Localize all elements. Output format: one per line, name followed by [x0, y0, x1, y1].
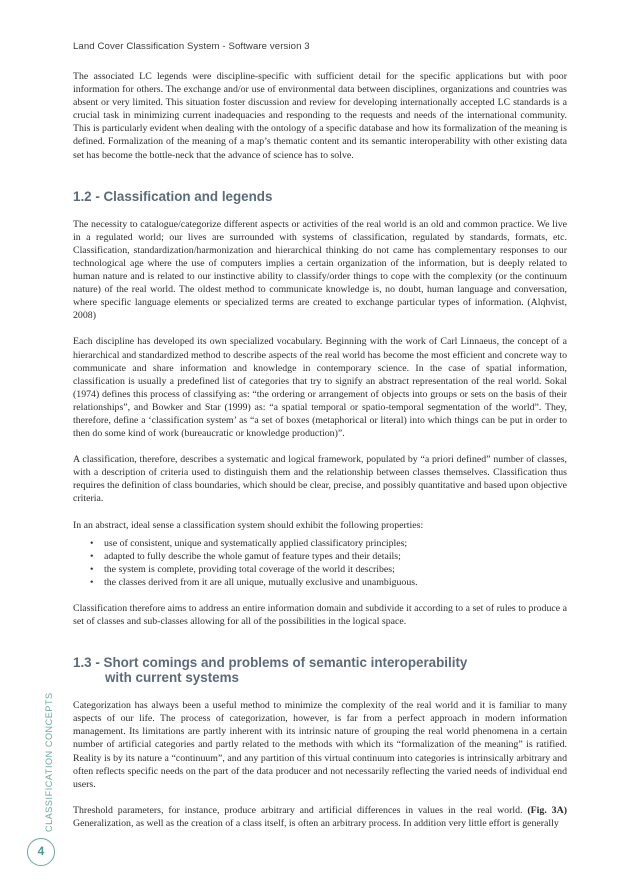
page-body — [73, 70, 567, 843]
paragraph: Categorization has always been a useful method to minimize the complexity of the real world and it is familiar to many aspects of our life. The process of categorization, however, is far from a perfect approach in modern information management. Its limitations are partly inherent with its intrinsic nature of grouping the real world phenomena in a certain number of artificial categories and partly related to the methods with which its “formalization of the meaning” is ratified. Reality is by its nature a “continuum”, and any partition of this virtual continuum into categories is intrinsically arbitrary and often reflects specific needs on the part of the data producer and not necessarily reflecting the varied needs of individual end users. — [73, 700, 567, 790]
paragraph: A classification, therefore, describes a systematic and logical framework, populated by “a priori defined” number of classes, with a description of criteria used to distinguish them and the relationship between classes themselves. Classification thus requires the definition of class boundaries, which should be clear, precise, and possibly quantitative and based upon objective criteria. — [73, 454, 567, 505]
list-item: • adapted to fully describe the whole gamut of feature types and their details; — [90, 550, 567, 563]
paragraph — [73, 804, 567, 830]
paragraph-text: Threshold parameters, for instance, produce arbitrary and artificial differences in values in the real world. — [73, 804, 528, 816]
paragraph: In an abstract, ideal sense a classification system should exhibit the following properties: — [73, 519, 424, 531]
properties-list — [73, 537, 567, 589]
chapter-side-label: CLASSIFICATION CONCEPTS — [44, 692, 54, 832]
paragraph: The necessity to catalogue/categorize different aspects or activities of the real world is an old and common practice. We live in a regulated world; our lives are surrounded with systems of classification, regulated by standards, formats, etc. Classification, standardization/harmonization and hierarchical thinking do not came has complementary responses to our technological age where the use of computers implies a certain organization of the information, but is deeply related to human nature and is related to our instinctive ability to classify/order things to cope with the complexity (or the continuum nature) of the real world. The oldest method to communicate knowledge is, no doubt, human language and conversation, where specific language elements or specialized terms are created to exchange particular types of information. (Alqhvist, 2008) — [73, 218, 567, 322]
list-item: • use of consistent, unique and systematically applied classificatory principles; — [90, 537, 567, 550]
list-item: • the classes derived from it are all unique, mutually exclusive and unambiguous. — [90, 576, 567, 589]
paragraph: Each discipline has developed its own specialized vocabulary. Beginning with the work of Carl Linnaeus, the concept of a hierarchical and standardized method to describe aspects of the real world has become the most efficient and concrete way to communicate and share information and knowledge in contemporary science. In the case of spatial information, classification is usually a predefined list of categories that try to signify an abstract representation of the real world. Sokal (1974) defines this process of classifying as: “the ordering or arrangement of objects into groups or sets on the basis of their relationships”, and Bowker and Star (1999) as: “a spatial temporal or spatio-temporal segmentation of the world”. They, therefore, define a ‘classification system’ as “a set of boxes (metaphorical or literal) into which things can be put in order to then do some kind of work (bureaucratic or knowledge production)”. — [73, 336, 567, 440]
list-item: • the system is complete, providing total coverage of the world it describes; — [90, 563, 567, 576]
section-heading-line: with current systems — [105, 670, 239, 686]
section-heading-1-2: 1.2 - Classification and legends — [73, 188, 273, 204]
section-heading-1-3 — [73, 655, 567, 685]
section-heading-line: 1.3 - Short comings and problems of semantic interoperability — [73, 655, 468, 671]
figure-reference: (Fig. 3A) — [527, 804, 567, 816]
page-number: 4 — [37, 844, 45, 858]
paragraph: Classification therefore aims to address an entire information domain and subdivide it according to a set of rules to produce a set of classes and sub-classes allowing for all of the possibilities in the logical space. — [73, 603, 567, 628]
paragraph-text: Generalization, as well as the creation of a class itself, is often an arbitrary process. In addition very little effort is generally — [73, 817, 559, 829]
running-header: Land Cover Classification System - Software version 3 — [73, 41, 310, 52]
intro-paragraph: The associated LC legends were discipline-specific with sufficient detail for the specific applications but with poor information for others. The exchange and/or use of environmental data between disciplines, organizations and countries was absent or very limited. This situation foster discussion and review for developing internationally accepted LC standards is a crucial task in minimizing current inadequacies and responding to the requests and needs of the international community. This is particularly evident when dealing with the ontology of a specific database and how its formalization of the meaning is defined. Formalization of the meaning of a map’s thematic content and its semantic interoperability with other existing data set has become the bottle-neck that the advance of science has to solve. — [73, 71, 567, 161]
